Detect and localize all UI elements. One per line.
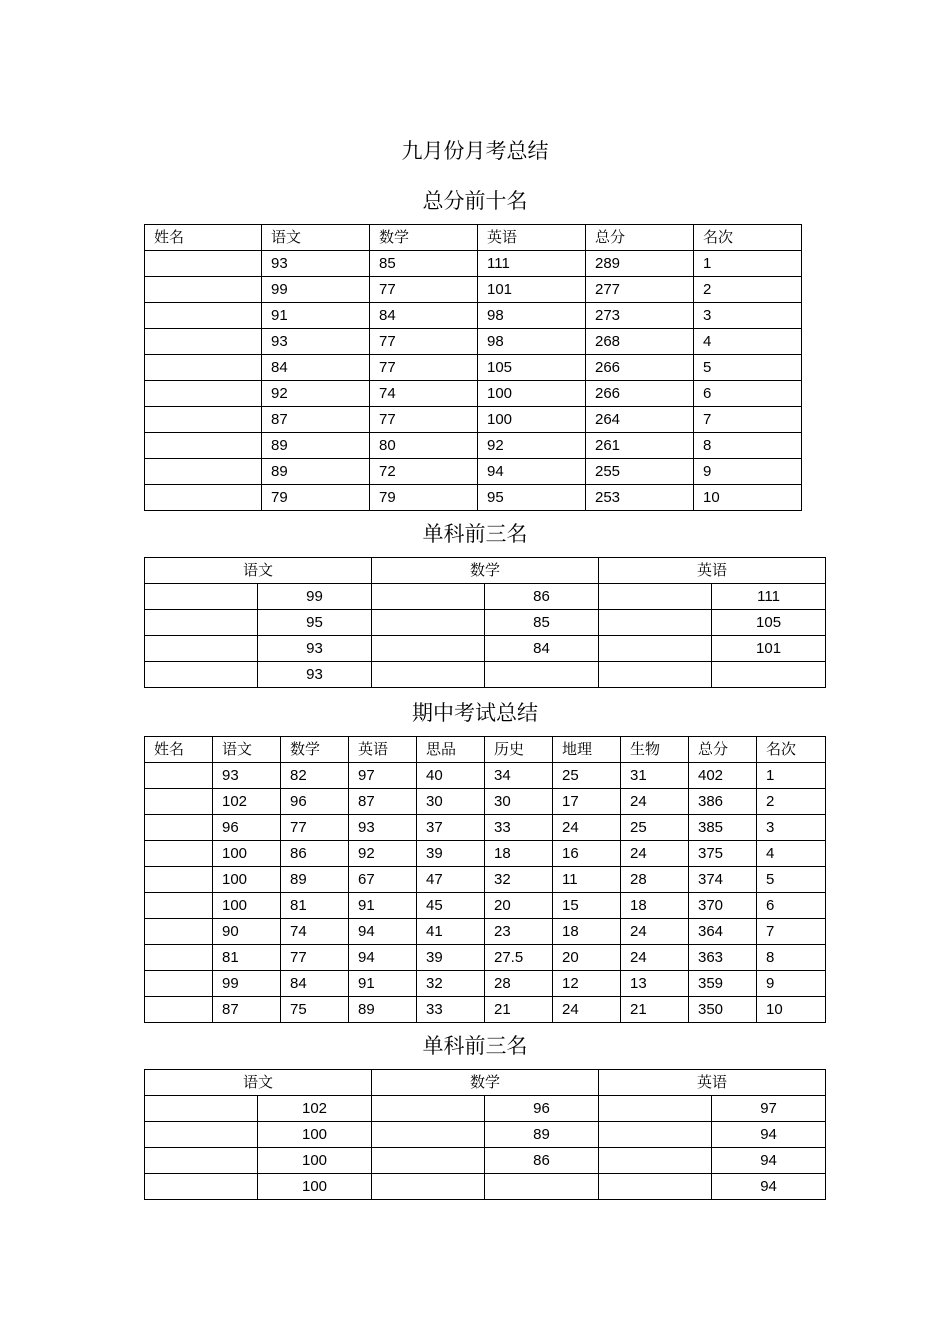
table-cell: 24 [553, 997, 621, 1023]
table-cell: 18 [621, 893, 689, 919]
table-cell [145, 763, 213, 789]
table-cell: 350 [689, 997, 757, 1023]
column-header: 数学 [281, 737, 349, 763]
table-cell: 93 [349, 815, 417, 841]
table-row [145, 355, 802, 381]
table-cell: 94 [712, 1174, 826, 1200]
table-row [145, 763, 826, 789]
table-cell [145, 485, 262, 511]
table-cell: 7 [694, 407, 802, 433]
table-cell: 40 [417, 763, 485, 789]
table-row [145, 662, 826, 688]
section-title-subject-top-three: 单科前三名 [422, 522, 528, 546]
table-cell: 385 [689, 815, 757, 841]
table-cell: 30 [485, 789, 553, 815]
column-header: 语文 [145, 1070, 372, 1096]
table-cell: 27.5 [485, 945, 553, 971]
table-cell: 24 [553, 815, 621, 841]
table-cell: 3 [694, 303, 802, 329]
table-cell: 9 [757, 971, 826, 997]
table-cell: 277 [586, 277, 694, 303]
table-cell: 5 [757, 867, 826, 893]
table-cell [599, 610, 712, 636]
table-cell: 91 [262, 303, 370, 329]
table-cell: 273 [586, 303, 694, 329]
table-cell: 97 [349, 763, 417, 789]
table-cell: 7 [757, 919, 826, 945]
table-cell: 6 [757, 893, 826, 919]
table-cell: 15 [553, 893, 621, 919]
table-cell: 93 [262, 329, 370, 355]
table-cell [145, 433, 262, 459]
table-cell: 98 [478, 329, 586, 355]
table-cell [145, 329, 262, 355]
table-cell: 84 [370, 303, 478, 329]
table-row [145, 636, 826, 662]
table-cell: 89 [262, 459, 370, 485]
table-cell: 375 [689, 841, 757, 867]
table-cell: 39 [417, 945, 485, 971]
table-cell: 363 [689, 945, 757, 971]
table-cell: 100 [213, 867, 281, 893]
table-cell: 87 [262, 407, 370, 433]
table-cell: 93 [213, 763, 281, 789]
table-cell [485, 1174, 599, 1200]
table-row [145, 971, 826, 997]
table-header-row [145, 225, 802, 251]
column-header: 语文 [213, 737, 281, 763]
table-row [145, 407, 802, 433]
table-cell: 89 [262, 433, 370, 459]
table-cell: 18 [553, 919, 621, 945]
table-cell: 89 [281, 867, 349, 893]
table-cell: 32 [485, 867, 553, 893]
table-cell: 93 [258, 662, 372, 688]
table-cell: 261 [586, 433, 694, 459]
table-cell: 87 [213, 997, 281, 1023]
table-cell: 87 [349, 789, 417, 815]
table-cell: 86 [485, 1148, 599, 1174]
table-cell [372, 1174, 485, 1200]
table-cell: 1 [757, 763, 826, 789]
column-header: 姓名 [145, 225, 262, 251]
table-row [145, 841, 826, 867]
table-cell: 268 [586, 329, 694, 355]
table-cell: 24 [621, 841, 689, 867]
table-cell: 8 [694, 433, 802, 459]
table-cell [145, 636, 258, 662]
table-cell: 2 [757, 789, 826, 815]
table-cell: 96 [485, 1096, 599, 1122]
table-cell [145, 381, 262, 407]
table-cell [599, 1174, 712, 1200]
top-ten-table [144, 224, 802, 511]
section-title-top-ten: 总分前十名 [422, 189, 528, 213]
table-cell: 30 [417, 789, 485, 815]
column-header: 英语 [599, 1070, 826, 1096]
table-cell: 100 [258, 1122, 372, 1148]
table-cell: 85 [485, 610, 599, 636]
table-cell: 102 [213, 789, 281, 815]
table-cell: 266 [586, 381, 694, 407]
table-cell: 77 [370, 407, 478, 433]
table-row [145, 277, 802, 303]
table-cell: 77 [281, 815, 349, 841]
table-cell [145, 1148, 258, 1174]
table-cell: 4 [694, 329, 802, 355]
table-cell: 85 [370, 251, 478, 277]
table-cell: 93 [258, 636, 372, 662]
table-cell: 23 [485, 919, 553, 945]
table-cell [145, 277, 262, 303]
table-cell [599, 1148, 712, 1174]
table-cell [145, 251, 262, 277]
table-cell: 41 [417, 919, 485, 945]
table-cell: 90 [213, 919, 281, 945]
table-cell: 17 [553, 789, 621, 815]
table-cell: 105 [478, 355, 586, 381]
table-cell: 386 [689, 789, 757, 815]
table-cell [145, 662, 258, 688]
table-row [145, 610, 826, 636]
table-cell: 10 [694, 485, 802, 511]
table-cell [145, 945, 213, 971]
table-cell: 33 [417, 997, 485, 1023]
table-cell: 102 [258, 1096, 372, 1122]
table-cell [145, 459, 262, 485]
table-cell: 100 [258, 1174, 372, 1200]
column-header: 数学 [370, 225, 478, 251]
table-cell: 9 [694, 459, 802, 485]
table-cell: 374 [689, 867, 757, 893]
table-cell: 3 [757, 815, 826, 841]
table-cell: 99 [262, 277, 370, 303]
table-cell [372, 610, 485, 636]
table-cell: 1 [694, 251, 802, 277]
table-cell: 94 [712, 1148, 826, 1174]
column-header: 生物 [621, 737, 689, 763]
table-cell: 21 [485, 997, 553, 1023]
table-cell [599, 662, 712, 688]
table-cell: 95 [478, 485, 586, 511]
table-cell [372, 662, 485, 688]
table-cell: 77 [281, 945, 349, 971]
table-cell: 359 [689, 971, 757, 997]
midterm-subject-top-three-table [144, 1069, 826, 1200]
table-cell: 16 [553, 841, 621, 867]
table-cell: 24 [621, 919, 689, 945]
table-header-row [145, 558, 826, 584]
table-cell: 98 [478, 303, 586, 329]
table-header-row [145, 1070, 826, 1096]
table-cell [599, 1122, 712, 1148]
table-cell: 105 [712, 610, 826, 636]
table-cell: 91 [349, 893, 417, 919]
table-cell [145, 919, 213, 945]
table-cell [372, 584, 485, 610]
table-row [145, 815, 826, 841]
table-cell: 99 [213, 971, 281, 997]
table-cell: 11 [553, 867, 621, 893]
section-title-midterm-subject-top-three: 单科前三名 [422, 1034, 528, 1058]
table-row [145, 1122, 826, 1148]
table-cell: 8 [757, 945, 826, 971]
table-cell: 25 [553, 763, 621, 789]
table-cell: 6 [694, 381, 802, 407]
column-header: 地理 [553, 737, 621, 763]
table-cell [145, 355, 262, 381]
table-cell: 97 [712, 1096, 826, 1122]
table-cell: 5 [694, 355, 802, 381]
table-row [145, 1174, 826, 1200]
table-cell [145, 610, 258, 636]
table-row [145, 919, 826, 945]
table-cell: 47 [417, 867, 485, 893]
table-cell: 100 [478, 381, 586, 407]
table-cell: 96 [281, 789, 349, 815]
column-header: 名次 [694, 225, 802, 251]
table-cell: 34 [485, 763, 553, 789]
table-cell: 20 [553, 945, 621, 971]
table-cell: 100 [213, 841, 281, 867]
table-cell: 402 [689, 763, 757, 789]
table-cell: 111 [712, 584, 826, 610]
table-cell: 264 [586, 407, 694, 433]
table-cell: 95 [258, 610, 372, 636]
table-cell: 72 [370, 459, 478, 485]
column-header: 历史 [485, 737, 553, 763]
section-title-midterm: 期中考试总结 [412, 701, 538, 725]
table-row [145, 433, 802, 459]
table-cell [145, 1174, 258, 1200]
table-header-row [145, 737, 826, 763]
table-cell [145, 584, 258, 610]
table-cell: 101 [478, 277, 586, 303]
table-row [145, 251, 802, 277]
column-header: 语文 [145, 558, 372, 584]
table-row [145, 789, 826, 815]
table-cell: 99 [258, 584, 372, 610]
table-cell: 86 [485, 584, 599, 610]
column-header: 数学 [372, 558, 599, 584]
table-row [145, 867, 826, 893]
table-row [145, 584, 826, 610]
table-cell: 80 [370, 433, 478, 459]
table-cell: 28 [621, 867, 689, 893]
table-cell: 255 [586, 459, 694, 485]
column-header: 姓名 [145, 737, 213, 763]
table-cell: 92 [262, 381, 370, 407]
column-header: 思品 [417, 737, 485, 763]
table-cell: 91 [349, 971, 417, 997]
table-cell [372, 1122, 485, 1148]
table-cell: 28 [485, 971, 553, 997]
table-cell [599, 1096, 712, 1122]
table-cell: 100 [213, 893, 281, 919]
table-cell [712, 662, 826, 688]
table-cell: 12 [553, 971, 621, 997]
column-header: 总分 [586, 225, 694, 251]
table-cell [372, 636, 485, 662]
table-cell [145, 841, 213, 867]
table-cell: 4 [757, 841, 826, 867]
table-cell: 25 [621, 815, 689, 841]
table-cell: 45 [417, 893, 485, 919]
table-cell: 253 [586, 485, 694, 511]
table-row [145, 459, 802, 485]
subject-top-three-table [144, 557, 826, 688]
table-cell: 21 [621, 997, 689, 1023]
midterm-table [144, 736, 826, 1023]
table-cell: 111 [478, 251, 586, 277]
table-cell: 92 [349, 841, 417, 867]
table-cell [485, 662, 599, 688]
table-cell: 100 [478, 407, 586, 433]
column-header: 英语 [599, 558, 826, 584]
table-cell [145, 407, 262, 433]
table-cell: 93 [262, 251, 370, 277]
column-header: 英语 [349, 737, 417, 763]
table-cell: 77 [370, 277, 478, 303]
table-cell [599, 636, 712, 662]
table-cell: 33 [485, 815, 553, 841]
table-cell [145, 893, 213, 919]
column-header: 英语 [478, 225, 586, 251]
table-cell: 77 [370, 329, 478, 355]
table-cell: 266 [586, 355, 694, 381]
table-cell: 89 [349, 997, 417, 1023]
table-cell: 74 [370, 381, 478, 407]
table-cell: 84 [262, 355, 370, 381]
table-cell: 81 [213, 945, 281, 971]
table-row [145, 485, 802, 511]
table-cell: 289 [586, 251, 694, 277]
table-cell: 96 [213, 815, 281, 841]
table-cell [145, 971, 213, 997]
table-cell: 39 [417, 841, 485, 867]
column-header: 数学 [372, 1070, 599, 1096]
table-cell: 94 [349, 919, 417, 945]
table-cell [599, 584, 712, 610]
table-cell: 84 [485, 636, 599, 662]
column-header: 总分 [689, 737, 757, 763]
page-title: 九月份月考总结 [401, 139, 549, 163]
table-cell [145, 867, 213, 893]
table-cell: 2 [694, 277, 802, 303]
table-cell: 86 [281, 841, 349, 867]
table-cell: 75 [281, 997, 349, 1023]
table-cell: 74 [281, 919, 349, 945]
table-cell: 13 [621, 971, 689, 997]
table-cell: 10 [757, 997, 826, 1023]
table-cell: 37 [417, 815, 485, 841]
table-cell [145, 1122, 258, 1148]
table-cell: 101 [712, 636, 826, 662]
table-row [145, 303, 802, 329]
table-cell: 100 [258, 1148, 372, 1174]
column-header: 名次 [757, 737, 826, 763]
table-cell: 67 [349, 867, 417, 893]
table-cell: 79 [370, 485, 478, 511]
table-cell: 94 [349, 945, 417, 971]
table-row [145, 1096, 826, 1122]
table-cell: 89 [485, 1122, 599, 1148]
column-header: 语文 [262, 225, 370, 251]
table-cell: 32 [417, 971, 485, 997]
table-cell: 24 [621, 945, 689, 971]
table-cell [372, 1096, 485, 1122]
table-cell: 94 [712, 1122, 826, 1148]
table-cell: 77 [370, 355, 478, 381]
table-cell: 94 [478, 459, 586, 485]
table-cell [372, 1148, 485, 1174]
table-row [145, 329, 802, 355]
table-row [145, 945, 826, 971]
table-row [145, 381, 802, 407]
table-cell: 79 [262, 485, 370, 511]
table-cell [145, 303, 262, 329]
table-row [145, 997, 826, 1023]
table-cell: 364 [689, 919, 757, 945]
table-cell: 81 [281, 893, 349, 919]
table-cell: 84 [281, 971, 349, 997]
table-cell: 370 [689, 893, 757, 919]
table-cell: 92 [478, 433, 586, 459]
table-cell: 31 [621, 763, 689, 789]
table-cell: 82 [281, 763, 349, 789]
table-cell [145, 997, 213, 1023]
table-cell [145, 815, 213, 841]
table-cell [145, 789, 213, 815]
table-cell: 20 [485, 893, 553, 919]
table-row [145, 893, 826, 919]
table-cell: 18 [485, 841, 553, 867]
table-cell [145, 1096, 258, 1122]
table-cell: 24 [621, 789, 689, 815]
table-row [145, 1148, 826, 1174]
